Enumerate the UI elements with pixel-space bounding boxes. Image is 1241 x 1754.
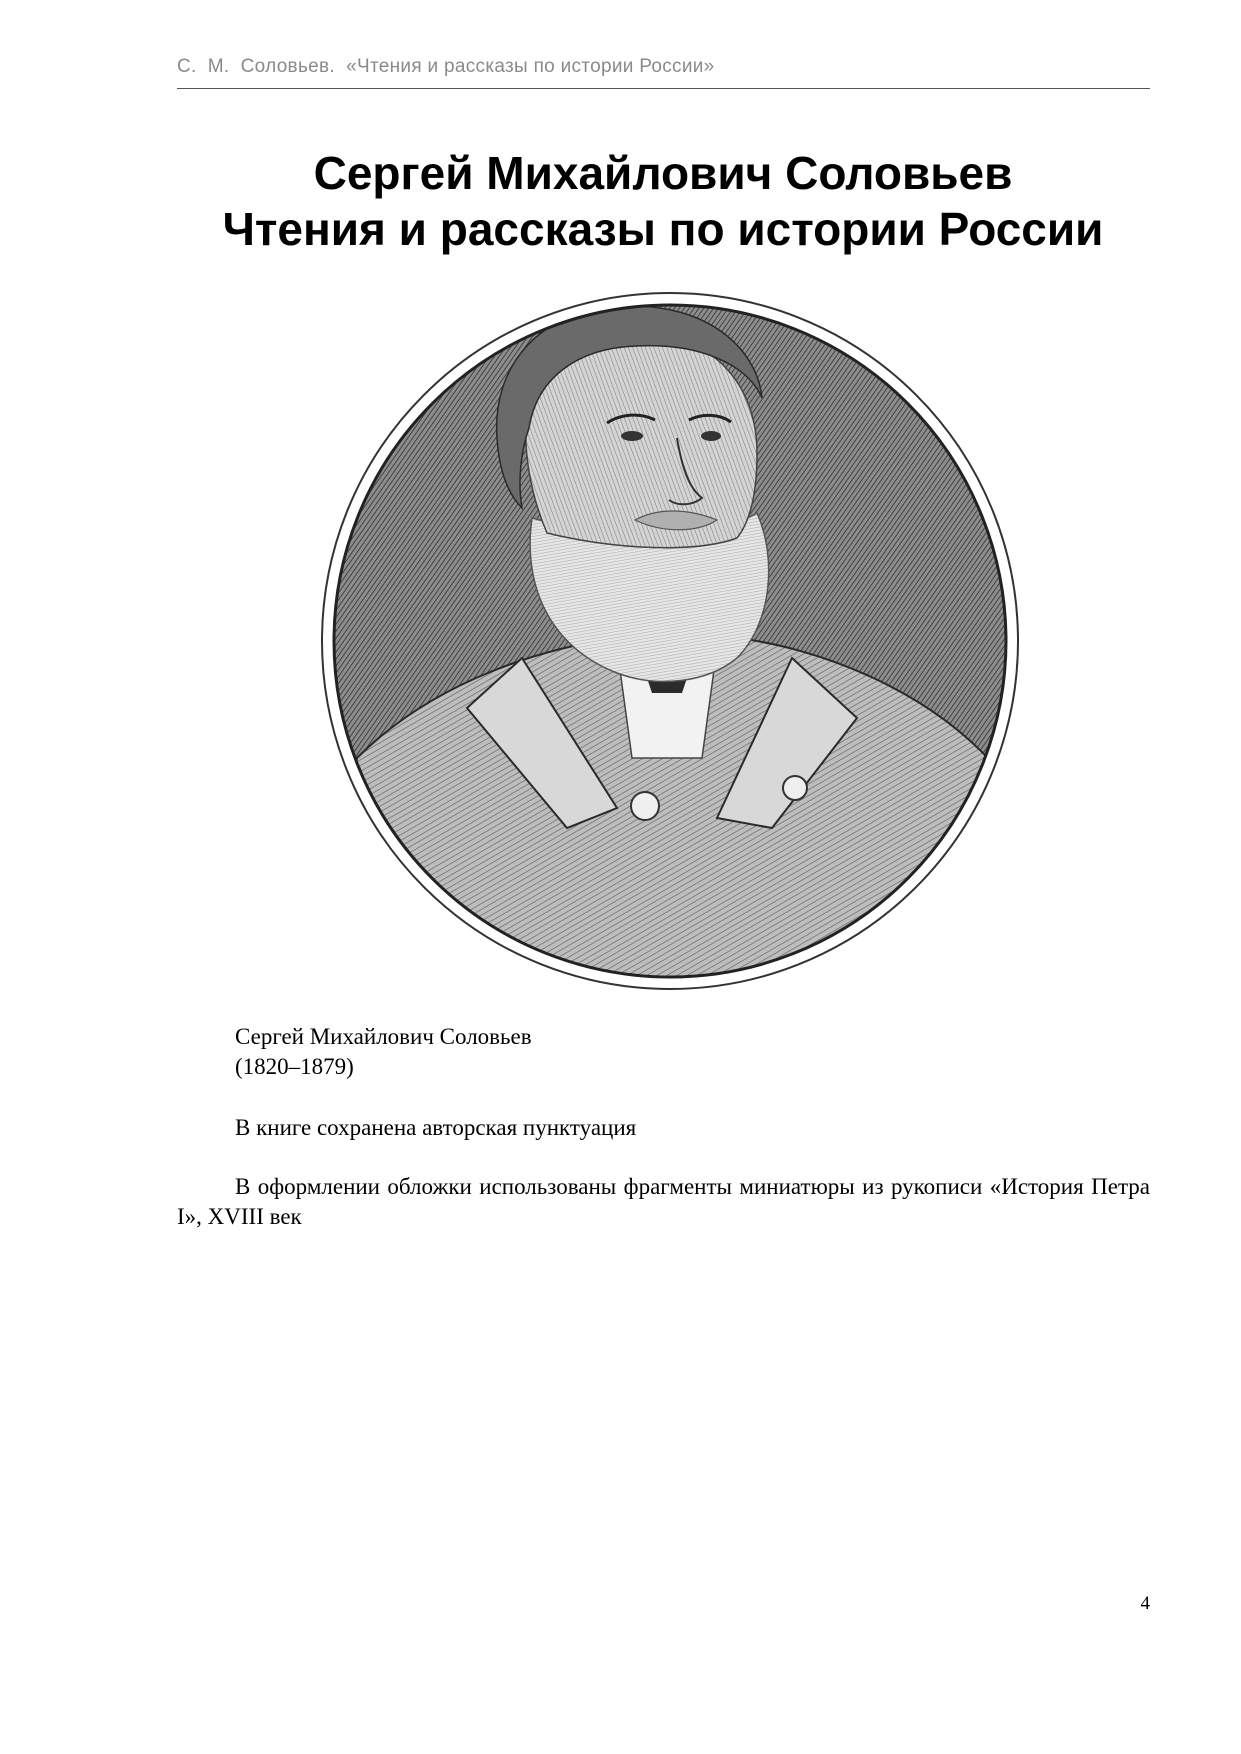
title-author: Сергей Михайлович Соловьев — [313, 147, 1013, 199]
punctuation-note: В книге сохранена авторская пунктуация — [235, 1115, 637, 1140]
caption-years: (1820–1879) — [235, 1054, 354, 1079]
page-number: 4 — [1140, 1593, 1150, 1614]
caption-name: Сергей Михайлович Соловьев — [235, 1024, 532, 1049]
header-rule — [177, 88, 1150, 89]
title-book: Чтения и рассказы по истории России — [222, 203, 1104, 255]
page-title — [100, 145, 1226, 257]
portrait-medallion — [317, 288, 1023, 994]
running-header: С. М. Соловьев. «Чтения и рассказы по истории России» — [177, 56, 715, 77]
portrait-engraving — [317, 288, 1023, 994]
cover-note: В оформлении обложки использованы фрагменты миниатюры из рукописи «История Петра I», XVIII век — [177, 1174, 1150, 1229]
portrait-caption — [177, 1022, 1150, 1082]
